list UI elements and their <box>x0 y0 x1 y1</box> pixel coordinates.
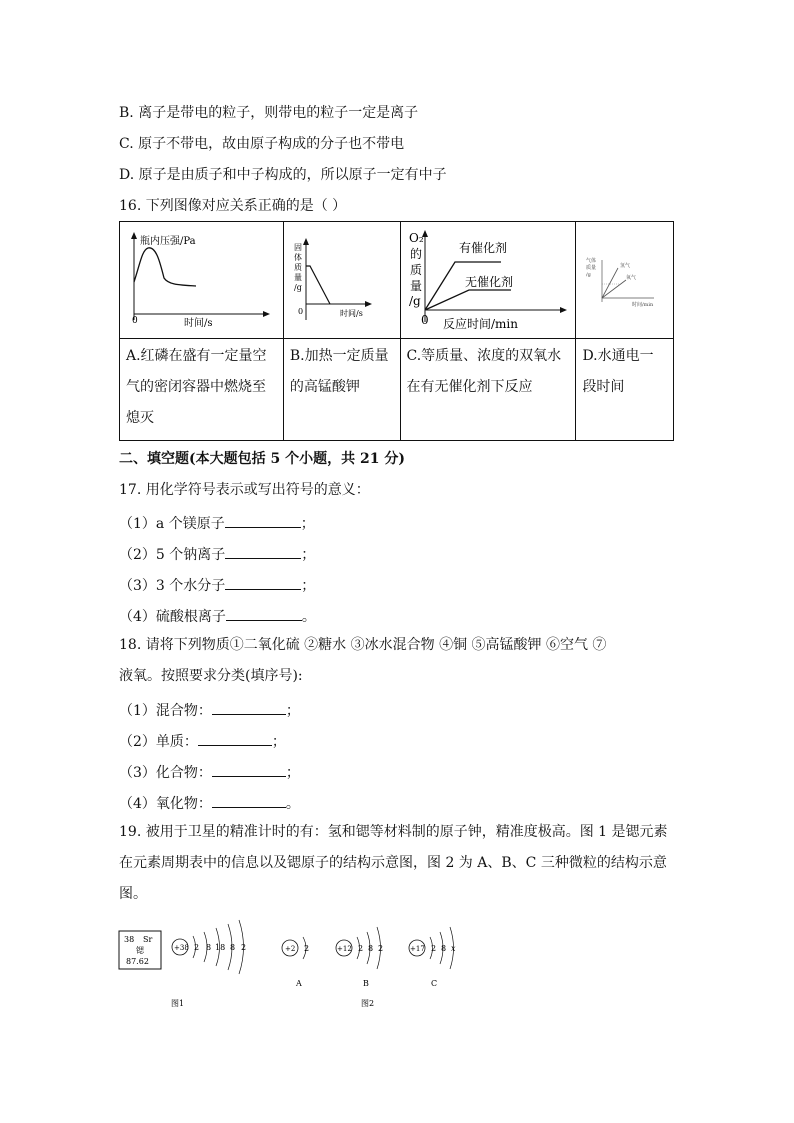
figures-svg <box>113 905 473 1015</box>
b-shell-2: 8 <box>368 944 374 953</box>
q18-item-3 <box>119 762 300 781</box>
label-a: A <box>296 979 302 988</box>
q17-item-3-label: （3）3 个水分子 <box>119 578 226 594</box>
graph-d-series1: 氢气 <box>620 263 631 269</box>
c-shell-2: 8 <box>441 944 447 953</box>
section-heading: 二、填空题(本大题包括 5 个小题，共 21 分) <box>119 451 405 467</box>
option-b: B. 离子是带电的粒子，则带电的粒子一定是离子 <box>119 105 419 121</box>
graph-d-ylabel-3: /g <box>586 272 592 278</box>
graph-a <box>120 222 280 334</box>
graph-c-series1: 有催化剂 <box>458 241 507 255</box>
graph-b-origin: 0 <box>297 307 303 316</box>
answer-blank[interactable] <box>225 575 301 590</box>
q19-line-3: 图。 <box>119 886 147 902</box>
graph-b-ylabel-5: /g <box>293 283 302 292</box>
sr-nucleus-label: +38 <box>174 944 189 952</box>
q16-stem: 16. 下列图像对应关系正确的是（ ） <box>119 198 347 214</box>
graph-d-series2: 氧气 <box>626 275 637 281</box>
q17-item-3 <box>119 575 315 594</box>
graph-a-cell <box>120 222 284 339</box>
q17-item-1 <box>119 513 315 532</box>
c-nucleus-label: +17 <box>410 945 425 953</box>
q16-table <box>119 221 674 441</box>
graph-b-ylabel-2: 体 <box>293 253 302 262</box>
graph-b-xlabel: 时间/s <box>339 309 363 318</box>
atomic-structure-figures <box>113 905 473 1015</box>
graph-b <box>284 222 397 334</box>
graph-d-xlabel: 时间/min <box>632 302 654 308</box>
b-shell-3: 2 <box>378 944 384 953</box>
sr-shell-1: 2 <box>194 943 200 952</box>
q19-line-2: 在元素周期表中的信息以及锶原子的结构示意图，图 2 为 A、B、C 三种微粒的结构示意 <box>119 855 667 871</box>
option-c: C. 原子不带电，故由原子构成的分子也不带电 <box>119 136 405 152</box>
graph-c-cell <box>400 222 576 339</box>
b-shell-1: 2 <box>358 944 364 953</box>
graph-d-cell <box>576 222 674 339</box>
q18-item-4-label: （4）氧化物： <box>119 796 212 812</box>
q17-item-4-label: （4）硫酸根离子 <box>119 609 226 625</box>
element-name: 锶 <box>136 946 144 955</box>
label-b: B <box>363 979 369 988</box>
label-c: C <box>431 979 438 988</box>
graph-c <box>401 222 573 334</box>
c-shell-3: x <box>451 944 456 953</box>
q18-item-3-label: （3）化合物： <box>119 765 212 781</box>
punct: ； <box>285 765 300 781</box>
q17-item-2-label: （2）5 个钠离子 <box>119 547 226 563</box>
answer-blank[interactable] <box>225 513 301 528</box>
graph-c-origin: 0 <box>420 313 429 327</box>
graph-a-origin: 0 <box>132 316 138 326</box>
graph-d <box>576 222 670 334</box>
q18-item-2 <box>119 731 286 750</box>
a-nucleus-label: +2 <box>285 945 296 953</box>
answer-blank[interactable] <box>198 731 272 746</box>
punct: ； <box>301 578 316 594</box>
element-number: 38 <box>124 935 135 944</box>
graph-c-ylabel-1: O₂ <box>408 231 424 245</box>
fig2-caption: 图2 <box>361 999 375 1008</box>
fig1-caption: 图1 <box>171 999 185 1008</box>
answer-blank[interactable] <box>226 606 302 621</box>
answer-blank[interactable] <box>225 544 301 559</box>
punct: 。 <box>285 796 300 812</box>
punct: ； <box>271 734 286 750</box>
q18-stem-1: 18. 请将下列物质①二氧化硫 ②糖水 ③冰水混合物 ④铜 ⑤高锰酸钾 ⑥空气 ⑦ <box>119 637 607 653</box>
element-mass: 87.62 <box>126 957 149 966</box>
graph-b-ylabel-3: 质 <box>293 263 302 272</box>
element-symbol: Sr <box>143 935 153 944</box>
answer-blank[interactable] <box>212 700 286 715</box>
q18-stem-2: 液氧。按照要求分类(填序号): <box>119 668 303 684</box>
graph-b-ylabel-4: 量 <box>293 273 302 282</box>
graph-c-ylabel-4: 量 <box>409 279 422 293</box>
option-d: D. 原子是由质子和中子构成的，所以原子一定有中子 <box>119 167 447 183</box>
caption-c: C.等质量、浓度的双氧水在有无催化剂下反应 <box>400 339 576 441</box>
q17-item-4 <box>119 606 316 625</box>
caption-b: B.加热一定质量的高锰酸钾 <box>283 339 400 441</box>
q17-stem: 17. 用化学符号表示或写出符号的意义： <box>119 482 370 498</box>
a-shell-1: 2 <box>304 944 310 953</box>
graph-c-series2: 无催化剂 <box>464 275 513 289</box>
sr-shell-4: 8 <box>230 943 236 952</box>
caption-a: A.红磷在盛有一定量空气的密闭容器中燃烧至熄灭 <box>120 339 284 441</box>
graph-a-ylabel: 瓶内压强/Pa <box>140 236 196 247</box>
graph-c-ylabel-2: 的 <box>409 247 422 261</box>
q17-item-1-label: （1）a 个镁原子 <box>119 516 225 532</box>
sr-shell-5: 2 <box>241 943 247 952</box>
graph-b-cell <box>283 222 400 339</box>
punct: ； <box>300 516 315 532</box>
q18-item-1-label: （1）混合物： <box>119 703 212 719</box>
b-nucleus-label: +12 <box>337 945 352 953</box>
graph-c-ylabel-5: /g <box>408 294 421 308</box>
graph-c-ylabel-3: 质 <box>409 263 422 277</box>
punct: ； <box>285 703 300 719</box>
sr-shell-3: 18 <box>215 943 226 952</box>
q19-line-1: 19. 被用于卫星的精准计时的有：氢和锶等材料制的原子钟，精准度极高。图 1 是锶元素 <box>119 824 668 840</box>
caption-d: D.水通电一段时间 <box>576 339 674 441</box>
graph-d-ylabel-1: 气体 <box>586 258 597 264</box>
c-shell-1: 2 <box>431 944 437 953</box>
q18-item-1 <box>119 700 300 719</box>
q17-item-2 <box>119 544 315 563</box>
answer-blank[interactable] <box>212 762 286 777</box>
graph-c-xlabel: 反应时间/min <box>442 317 518 331</box>
punct: ； <box>301 547 316 563</box>
q18-item-2-label: （2）单质： <box>119 734 198 750</box>
sr-shell-2: 8 <box>206 943 212 952</box>
graph-b-ylabel-1: 固 <box>293 243 302 252</box>
graph-d-ylabel-2: 质量 <box>586 265 597 271</box>
punct: 。 <box>301 609 316 625</box>
answer-blank[interactable] <box>212 793 286 808</box>
q18-item-4 <box>119 793 300 812</box>
graph-a-xlabel: 时间/s <box>184 318 213 329</box>
